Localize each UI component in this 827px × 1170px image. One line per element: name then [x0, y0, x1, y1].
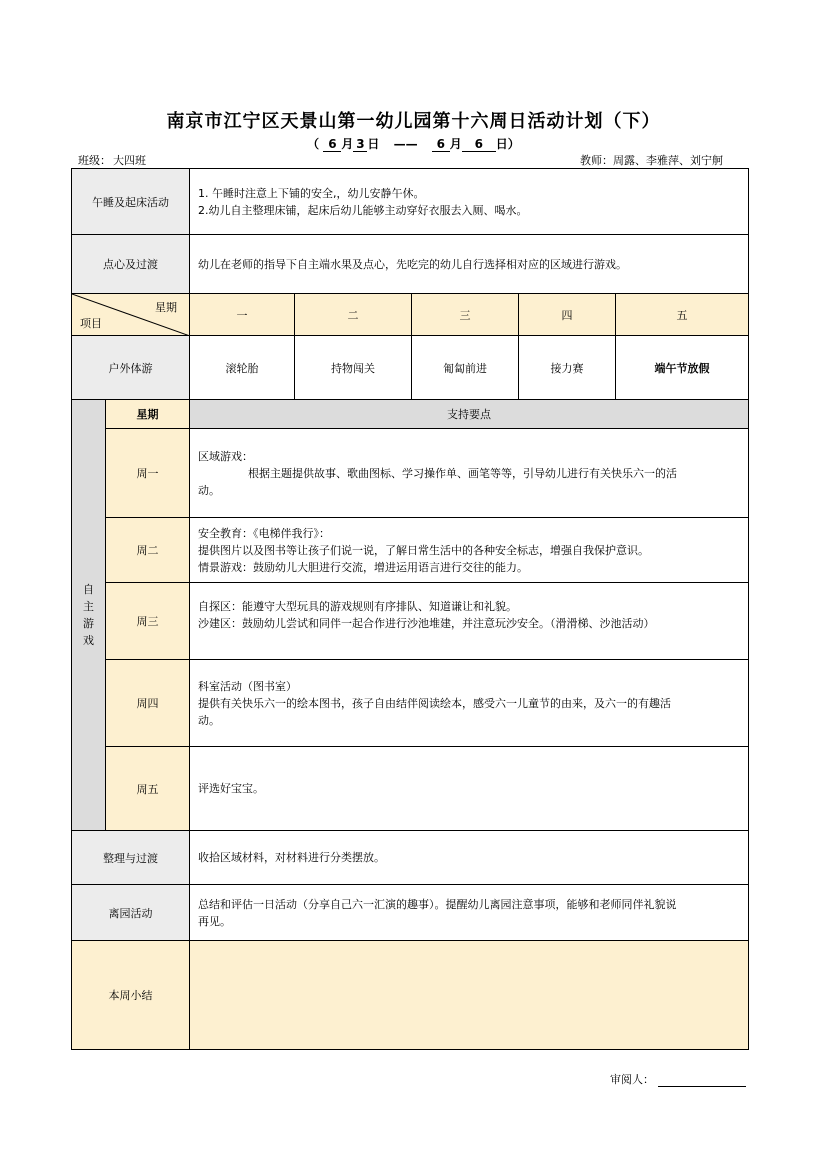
autonomous-header-row [72, 400, 749, 429]
leave-content: 总结和评估一日活动（分享自己六一汇演的趣事）。提醒幼儿离园注意事项，能够和老师同伴礼貌说 再见。 [190, 885, 749, 941]
reviewer-signature-line [658, 1074, 746, 1087]
nap-row [72, 169, 749, 235]
summary-content [190, 941, 749, 1050]
weekday-header-row [72, 294, 749, 336]
autonomous-day-label: 周一 [106, 429, 190, 518]
start-month: 6 [323, 137, 341, 152]
end-day: 6 [462, 137, 496, 152]
autonomous-day-content: 自探区：能遵守大型玩具的游戏规则有序排队、知道谦让和礼貌。 沙建区：鼓励幼儿尝试和同伴一起合作进行沙池堆建，并注意玩沙安全。（滑滑梯、沙池活动） [190, 583, 749, 660]
autonomous-row [72, 429, 749, 518]
summary-row [72, 941, 749, 1050]
snack-content: 幼儿在老师的指导下自主端水果及点心，先吃完的幼儿自行选择相对应的区域进行游戏。 [190, 235, 749, 294]
summary-label: 本周小结 [72, 941, 190, 1050]
day-header-tue: 二 [295, 294, 412, 336]
autonomous-day-label: 周三 [106, 583, 190, 660]
autonomous-row [72, 660, 749, 747]
outdoor-wed: 匍匐前进 [412, 336, 519, 400]
outdoor-fri: 端午节放假 [616, 336, 749, 400]
page-title: 南京市江宁区天景山第一幼儿园第十六周日活动计划（下） [166, 111, 661, 132]
item-corner-label: 项目 [80, 317, 102, 330]
end-month: 6 [432, 137, 450, 152]
nap-label: 午睡及起床活动 [72, 169, 190, 235]
autonomous-day-content: 安全教育：《电梯伴我行》： 提供图片以及图书等让孩子们说一说，了解日常生活中的各种安全标志，增强自我保护意识。 情景游戏：鼓励幼儿大胆进行交流，增进运用语言进行交往的能力。 [190, 518, 749, 583]
tidy-content: 收拾区域材料，对材料进行分类摆放。 [190, 831, 749, 885]
reviewer-signature [610, 1071, 746, 1087]
autonomous-day-label: 周二 [106, 518, 190, 583]
weekday-corner-label: 星期 [155, 301, 177, 314]
outdoor-row [72, 336, 749, 400]
outdoor-thu: 接力赛 [519, 336, 616, 400]
tidy-row [72, 831, 749, 885]
class-info: 班级： 大四班 [78, 152, 223, 169]
outdoor-mon: 滚轮胎 [190, 336, 295, 400]
tidy-label: 整理与过渡 [72, 831, 190, 885]
autonomous-row [72, 747, 749, 831]
start-day: 3 [353, 137, 367, 152]
nap-content: 1. 午睡时注意上下铺的安全,，幼儿安静午休。 2.幼儿自主整理床铺，起床后幼儿能够主动穿好衣服去入厕、喝水。 [190, 169, 749, 235]
snack-label: 点心及过渡 [72, 235, 190, 294]
date-range: （ 6 月 3 日 —— 6 月 6 日） [307, 137, 520, 151]
day-header-thu: 四 [519, 294, 616, 336]
autonomous-day-content: 科室活动（图书室） 提供有关快乐六一的绘本图书，孩子自由结伴阅读绘本，感受六一儿童节的由来，及六一的有趣活 动。 [190, 660, 749, 747]
diagonal-header-cell [72, 294, 190, 336]
outdoor-label: 户外体游 [72, 336, 190, 400]
day-header-mon: 一 [190, 294, 295, 336]
autonomous-row [72, 518, 749, 583]
autonomous-points-header: 支持要点 [190, 400, 749, 429]
teachers: 教师：周露、李雅萍、刘宁舸 [580, 154, 723, 167]
day-header-wed: 三 [412, 294, 519, 336]
reviewer-label: 审阅人： [610, 1073, 654, 1086]
class-name: 大四班 [111, 152, 223, 169]
day-header-fri: 五 [616, 294, 749, 336]
autonomous-day-content: 区域游戏： 根据主题提供故事、歌曲图标、学习操作单、画笔等等，引导幼儿进行有关快乐六一的活 动。 [190, 429, 749, 518]
autonomous-section-label: 自主游戏 [72, 400, 106, 831]
leave-row [72, 885, 749, 941]
autonomous-row [72, 583, 749, 660]
outdoor-tue: 持物闯关 [295, 336, 412, 400]
leave-label: 离园活动 [72, 885, 190, 941]
autonomous-day-label: 周四 [106, 660, 190, 747]
autonomous-weekday-header: 星期 [106, 400, 190, 429]
activity-plan-table [71, 168, 749, 1050]
autonomous-day-label: 周五 [106, 747, 190, 831]
snack-row [72, 235, 749, 294]
autonomous-day-content: 评选好宝宝。 [190, 747, 749, 831]
